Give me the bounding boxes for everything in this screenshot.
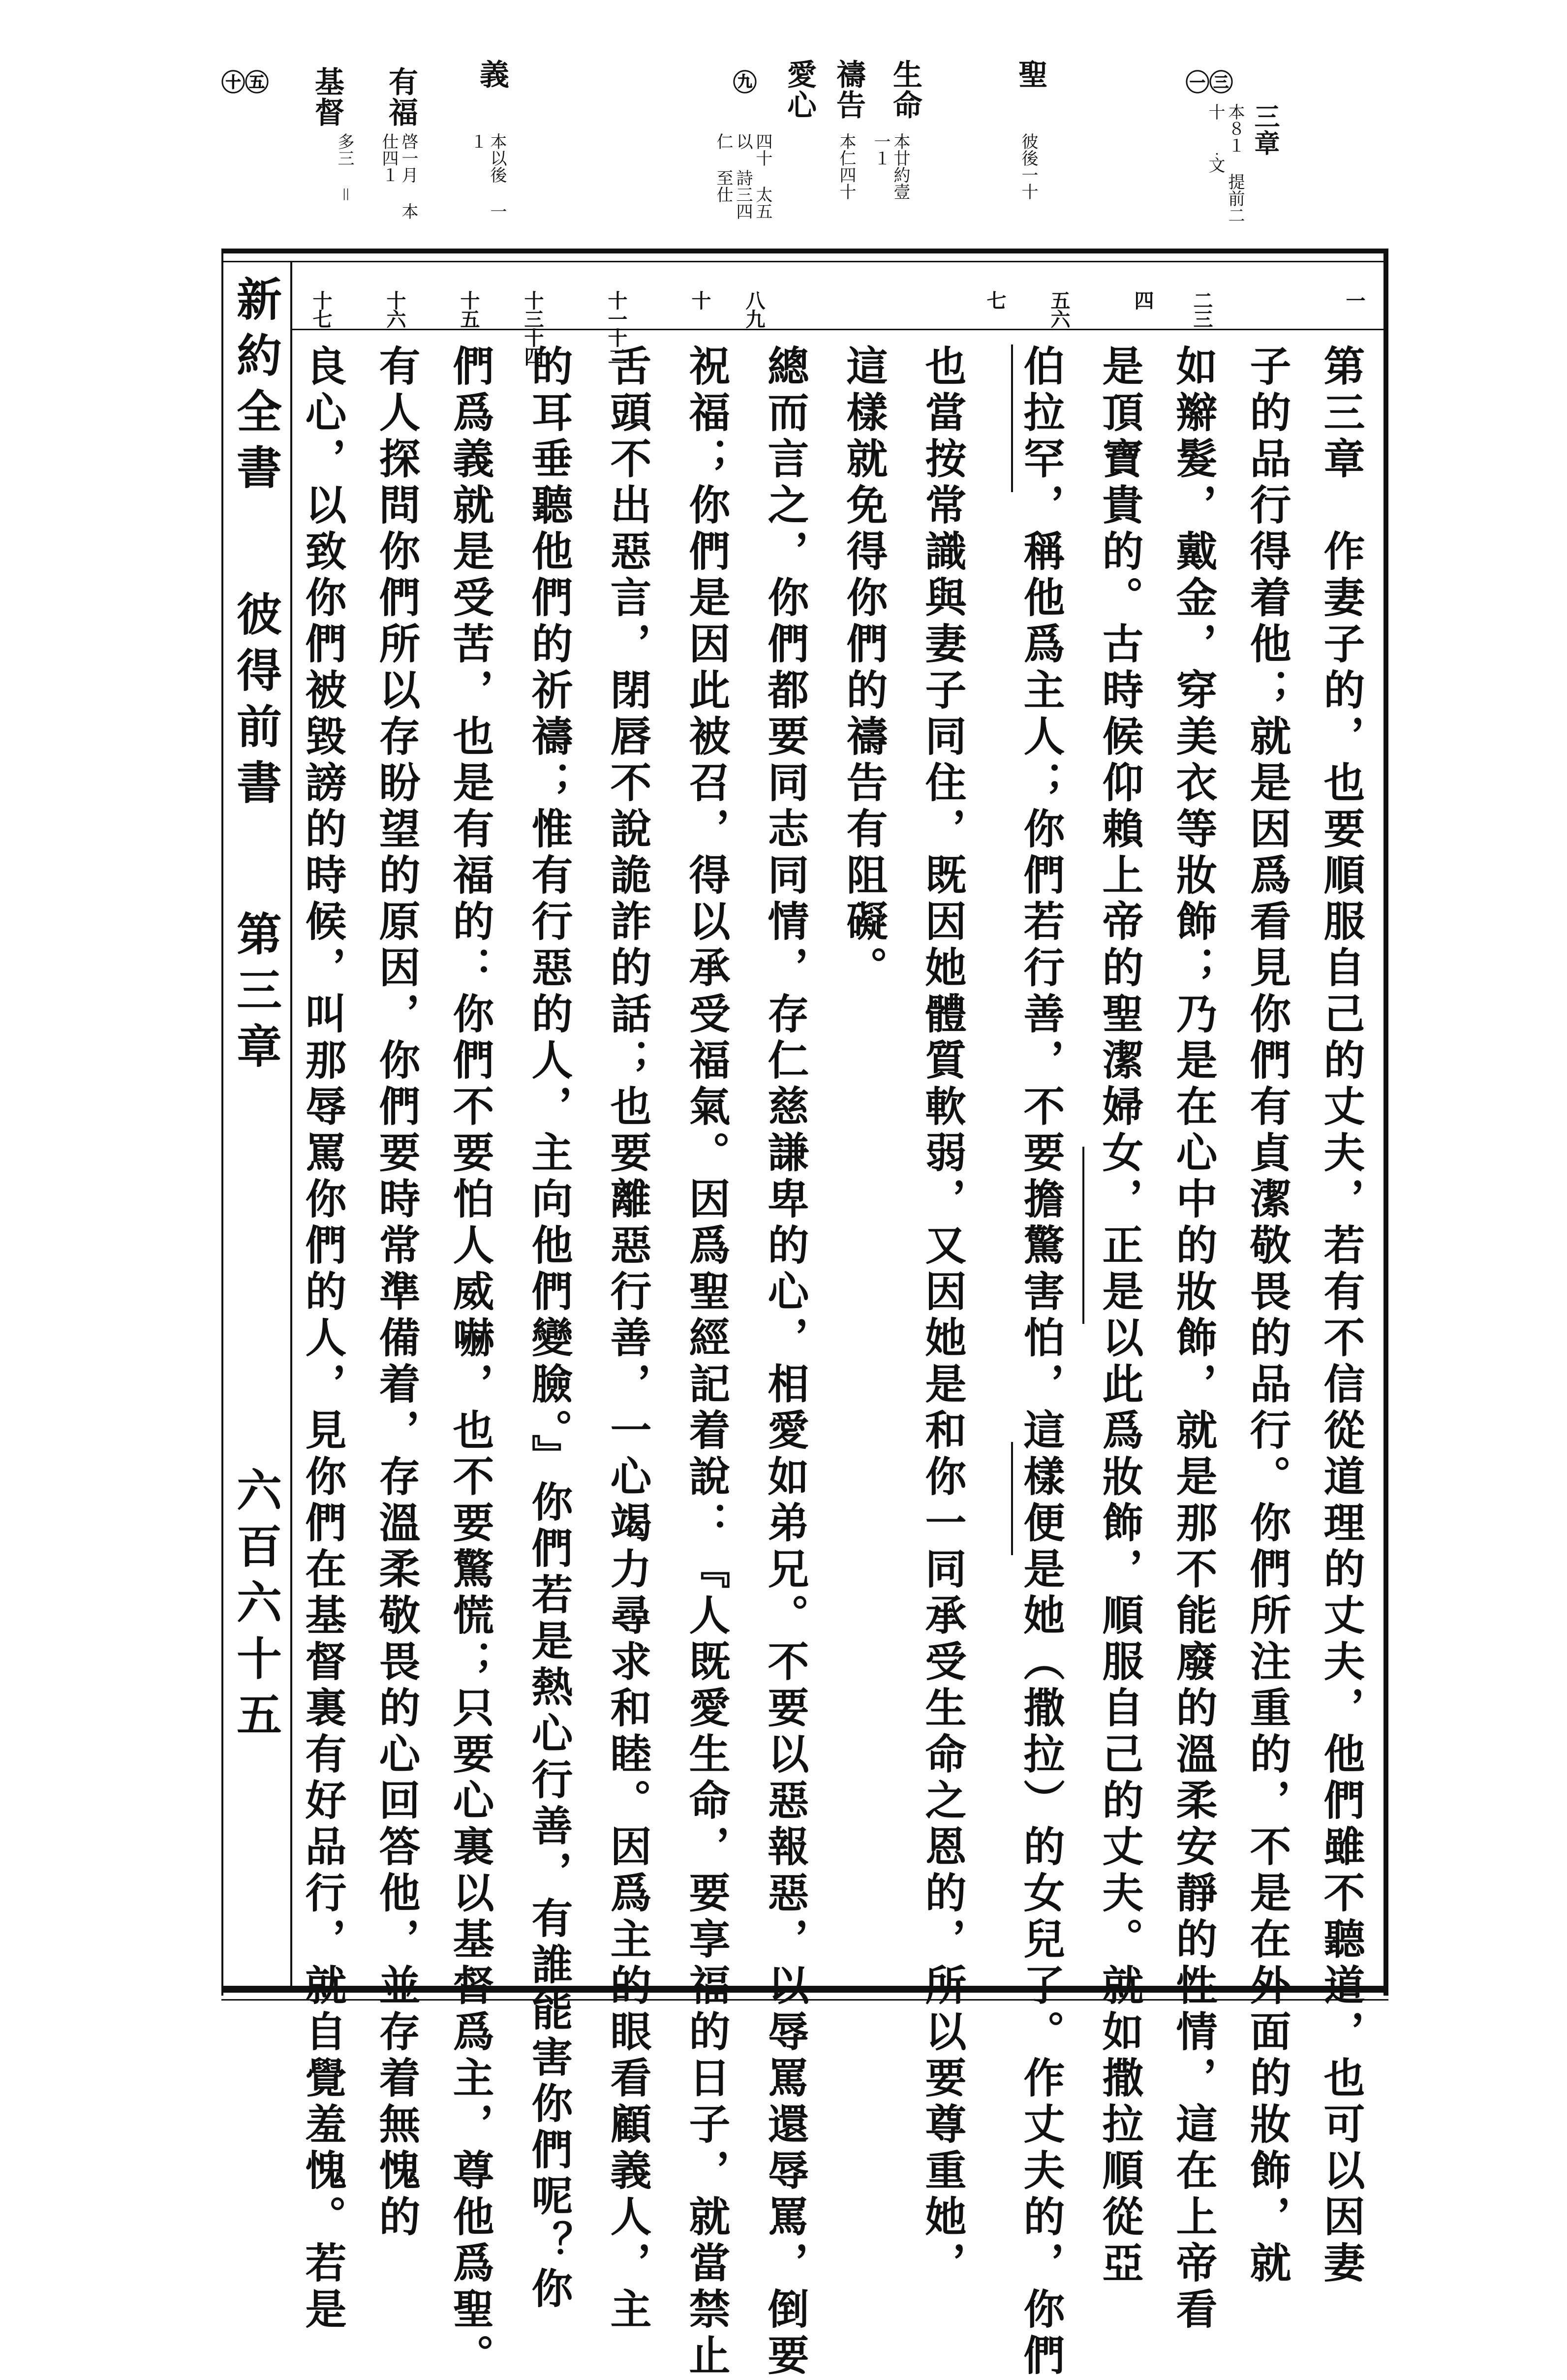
- text-column: 子的品行得着他；就是因爲看見你們有貞潔敬畏的品行。你們所注重的，不是在外面的妝飾，就: [1243, 344, 1292, 2287]
- note-heading: 生命: [888, 59, 922, 120]
- note-reference: 本８１ 提前二十 ﹒文: [1205, 103, 1245, 223]
- verse-number: 四: [1131, 290, 1154, 309]
- text-column: 也當按常識與妻子同住，既因她體質軟弱，又因她是和你一同承受生命之恩的，所以要尊重她，: [919, 344, 967, 2287]
- note-reference: 本仁四十: [836, 133, 856, 200]
- verse-number: 十: [688, 290, 711, 309]
- note-reference: 多三 ＝: [335, 133, 354, 203]
- note-reference: 四十 太五以 詩三四仁 至仕: [713, 133, 772, 219]
- text-column: 這樣就免得你們的禱告有阻礙。: [840, 344, 889, 992]
- name-marker-line: [1082, 1147, 1084, 1324]
- verse-number: 十六: [383, 290, 406, 328]
- verse-number: 十七: [309, 290, 333, 328]
- note-mark: ㊀㊂: [1186, 69, 1233, 96]
- note-heading: 基督: [310, 66, 344, 127]
- note-reference: 本以後 一１: [467, 133, 507, 219]
- text-column: 的耳垂聽他們的祈禱；惟有行惡的人，主向他們變臉。』你們若是熱心行善，有誰能害你們呢？你: [525, 344, 574, 2313]
- marginal-notes: [212, 59, 1343, 246]
- text-column: 良心，以致你們被毀謗的時候，叫那辱罵你們的人，見你們在基督裏有好品行，就自覺羞愧。若是: [299, 344, 347, 2334]
- text-column: 第三章 作妻子的，也要順服自己的丈夫，若有不信從道理的丈夫，他們雖不聽道，也可以因妻: [1317, 344, 1366, 2287]
- verse-number: 十三十四: [521, 290, 544, 365]
- note-reference: 啓一月 本仕四１: [379, 133, 418, 219]
- text-column: 如辮髮，戴金，穿美衣等妝飾；乃是在心中的妝飾，就是那不能廢的溫柔安靜的性情，這在上帝看: [1169, 344, 1218, 2334]
- epistle-title: 彼得前書: [229, 591, 282, 815]
- text-column: 們爲義就是受苦，也是有福的：你們不要怕人威嚇，也不要驚慌；只要心裏以基督爲主，尊他爲聖。: [446, 344, 495, 2380]
- text-column: 是頂寶貴的。古時候仰賴上帝的聖潔婦女，正是以此爲妝飾，順服自己的丈夫。就如撒拉順從亞: [1096, 344, 1144, 2287]
- chapter-label: 第三章: [229, 910, 282, 1079]
- note-heading: 三章: [1250, 103, 1280, 157]
- frame-inner-rule: [290, 261, 292, 1988]
- frame-right-rule: [1383, 249, 1388, 1996]
- page-number: 六百六十五: [229, 1467, 282, 1747]
- text-column: 伯拉罕，稱他爲主人；你們若行善，不要擔驚害怕，這樣便是她（撒拉）的女兒了。作丈夫的，你們: [1017, 344, 1066, 2380]
- note-reference: 彼後一十: [1018, 133, 1038, 200]
- verse-number-rule: [290, 329, 1385, 330]
- note-mark: ㊉㊄: [221, 69, 269, 96]
- note-heading: 聖: [1014, 59, 1048, 90]
- running-head: [224, 276, 288, 1973]
- verse-number: 五六: [1047, 290, 1071, 328]
- verse-number: 十一十二: [605, 290, 628, 365]
- note-heading: 愛心: [782, 59, 817, 120]
- book-title: 新約全書: [229, 276, 282, 500]
- frame-left-rule: [221, 249, 223, 1996]
- verse-number: 七: [983, 290, 1007, 309]
- name-marker-line: [1011, 1442, 1013, 1555]
- text-column: 有人探問你們所以存盼望的原因，你們要時常準備着，存溫柔敬畏的心回答他，並存着無愧的: [372, 344, 421, 2241]
- text-column: 祝福；你們是因此被召，得以承受福氣。因爲聖經記着說：『人既愛生命，要享福的日子，就當禁止: [682, 344, 731, 2380]
- frame-top-rule: [221, 249, 1387, 253]
- text-column: 舌頭不出惡言，閉唇不說詭詐的話；也要離惡行善，一心竭力尋求和睦。因爲主的眼看顧義人，主: [604, 344, 652, 2334]
- name-marker-line: [1011, 344, 1013, 492]
- note-reference: 本廿約壹 一１: [871, 133, 910, 200]
- note-mark: ㊈: [733, 69, 757, 96]
- verse-number: 八九: [742, 290, 766, 328]
- note-heading: 有福: [384, 66, 418, 127]
- verse-number: 二三: [1190, 290, 1213, 328]
- text-column: 總而言之，你們都要同志同情，存仁慈謙卑的心，相愛如弟兄。不要以惡報惡，以辱罵還辱罵，倒要: [761, 344, 810, 2380]
- verse-number: 一: [1343, 290, 1366, 309]
- note-heading: 義: [475, 59, 509, 90]
- note-heading: 禱告: [831, 59, 866, 120]
- verse-number: 十五: [457, 290, 480, 328]
- frame-top-rule-thin: [221, 261, 1387, 262]
